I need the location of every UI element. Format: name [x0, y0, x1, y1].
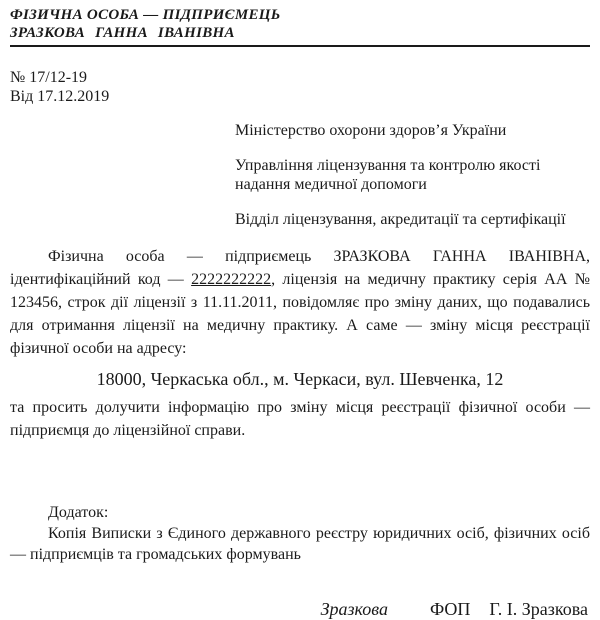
reference-date: Від 17.12.2019	[10, 88, 110, 105]
addressee-block	[235, 121, 590, 229]
body-text-after-code: , ліцензія на медичну практику серія АА № 123456, строк дії ліцензії з 11.11.2011, повідомляє про зміну даних, що подавались для отримання ліцензії на медичну практику. А саме — зміну місця реєстрації фізичної особи на адресу:	[10, 271, 590, 357]
letterhead-entity-name: ЗРАЗКОВА ГАННА ІВАНІВНА	[10, 25, 235, 41]
addressee-ministry: Міністерство охорони здоров’я України	[235, 122, 507, 139]
signature-handwritten: Зразкова	[320, 599, 388, 619]
body-paragraph-2: та просить долучити інформацію про зміну місця реєстрації фізичної особи — підприємця до ліцензійної справи.	[10, 399, 590, 439]
letterhead-entity-type: ФІЗИЧНА ОСОБА — ПІДПРИЄМЕЦЬ	[10, 7, 281, 23]
identification-code: 2222222222	[191, 271, 272, 288]
attachment-label: Додаток:	[48, 504, 109, 521]
addressee-division: Відділ ліцензування, акредитації та сертифікації	[235, 211, 566, 228]
reference-number: № 17/12-19	[10, 69, 88, 86]
attachment-text: Копія Виписки з Єдиного державного реєстру юридичних осіб, фізичних осіб — підприємців та громадських формувань	[10, 525, 590, 563]
addressee-department: Управління ліцензування та контролю якості надання медичної допомоги	[235, 157, 541, 193]
signature-name: Г. І. Зразкова	[489, 599, 588, 619]
letterhead	[10, 0, 590, 42]
new-address-line: 18000, Черкаська обл., м. Черкаси, вул. Шевченка, 12	[96, 369, 504, 389]
reference-block	[10, 68, 590, 106]
attachment-block	[10, 502, 590, 565]
body-text-before-code: Фізична особа — підприємець ЗРАЗКОВА ГАННА ІВАНІВНА, ідентифікаційний код —	[10, 248, 590, 288]
letterhead-divider	[10, 45, 590, 47]
body-paragraph-1	[10, 245, 590, 360]
signature-role: ФОП	[429, 599, 471, 619]
signature-row	[10, 598, 590, 620]
